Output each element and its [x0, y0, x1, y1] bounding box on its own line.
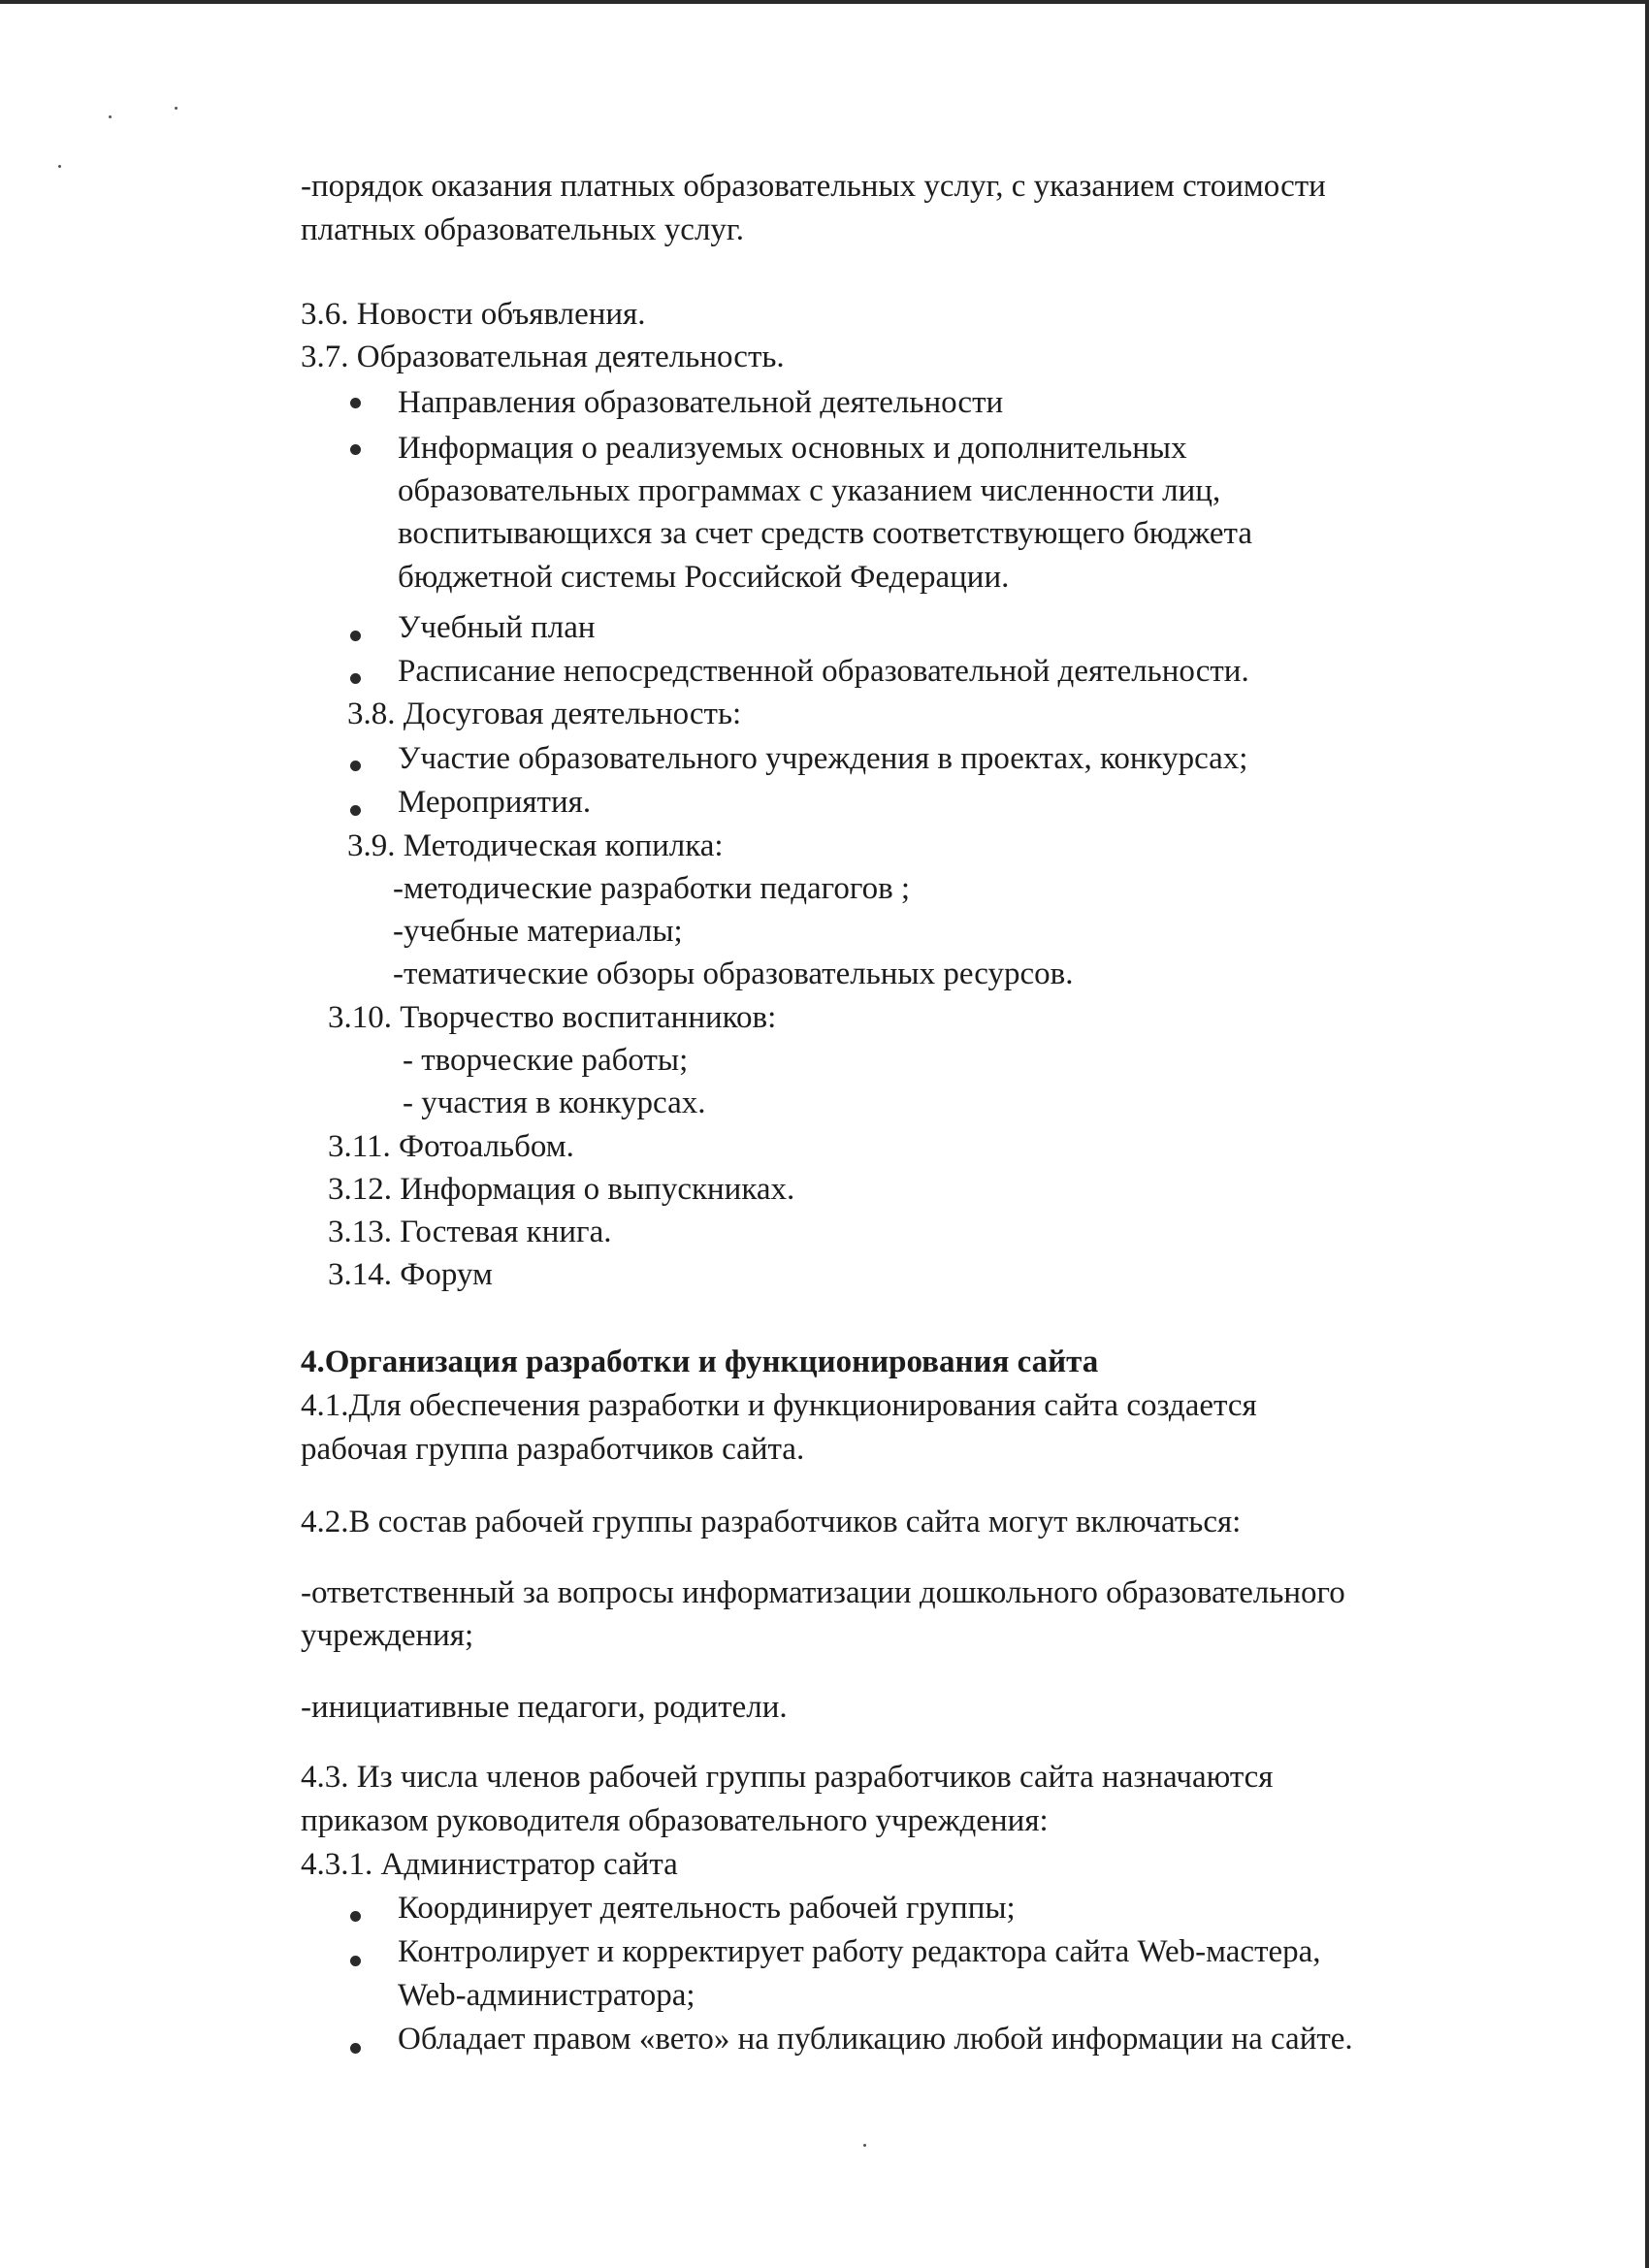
section-heading: 3.7. Образовательная деятельность. — [301, 340, 785, 374]
list-item: Обладает правом «вето» на публикацию любой информации на сайте. — [398, 2022, 1353, 2057]
scan-speck — [109, 115, 112, 118]
sub-item: -методические разработки педагогов ; — [393, 871, 911, 906]
list-item: Координирует деятельность рабочей группы; — [398, 1891, 1016, 1926]
chapter-title: 4.Организация разработки и функционирования сайта — [301, 1345, 1099, 1379]
list-item-continuation: воспитывающихся за счет средств соответствующего бюджета — [398, 516, 1252, 551]
section-heading: 3.13. Гостевая книга. — [328, 1215, 612, 1249]
sub-item: - творческие работы; — [403, 1043, 689, 1078]
list-item: Учебный план — [398, 610, 596, 645]
section-heading: 3.6. Новости объявления. — [301, 297, 646, 332]
sub-item: - участия в конкурсах. — [403, 1085, 706, 1120]
section-heading: 3.12. Информация о выпускниках. — [328, 1172, 795, 1207]
text-line: 4.3. Из числа членов рабочей группы разработчиков сайта назначаются — [301, 1760, 1274, 1795]
text-line: приказом руководителя образовательного учреждения: — [301, 1803, 1049, 1838]
scan-speck — [175, 107, 178, 110]
bullet-icon — [350, 805, 361, 816]
scan-edge-right — [1645, 0, 1649, 2268]
text-line: -инициативные педагоги, родители. — [301, 1690, 788, 1725]
section-heading: 3.11. Фотоальбом. — [328, 1129, 574, 1164]
list-item-continuation: образовательных программах с указанием численности лиц, — [398, 473, 1221, 508]
sub-item: -тематические обзоры образовательных ресурсов. — [393, 956, 1074, 991]
list-item: Контролирует и корректирует работу редактора сайта Web-мастера, — [398, 1934, 1321, 1969]
list-item-continuation: бюджетной системы Российской Федерации. — [398, 560, 1010, 595]
list-item: Направления образовательной деятельности — [398, 385, 1004, 420]
bullet-icon — [350, 1956, 361, 1966]
section-heading: 3.14. Форум — [328, 1257, 493, 1292]
list-item: Участие образовательного учреждения в проектах, конкурсах; — [398, 741, 1248, 776]
bullet-icon — [350, 761, 361, 771]
bullet-icon — [350, 1911, 361, 1922]
bullet-icon — [350, 2043, 361, 2054]
scan-edge-top — [0, 0, 1649, 4]
text-line: рабочая группа разработчиков сайта. — [301, 1432, 805, 1467]
bullet-icon — [350, 631, 361, 641]
list-item: Расписание непосредственной образовательной деятельности. — [398, 654, 1249, 689]
sub-item: -учебные материалы; — [393, 914, 683, 949]
text-line: учреждения; — [301, 1618, 474, 1653]
bullet-icon — [350, 444, 361, 455]
list-item-continuation: Web-администратора; — [398, 1978, 695, 2013]
bullet-icon — [350, 673, 361, 684]
scan-speck — [58, 165, 61, 168]
section-heading: 3.10. Творчество воспитанников: — [328, 1000, 777, 1035]
scan-speck — [863, 2144, 866, 2147]
text-line: 4.2.В состав рабочей группы разработчиков сайта могут включаться: — [301, 1505, 1242, 1539]
bullet-icon — [350, 398, 361, 408]
section-heading: 4.3.1. Администратор сайта — [301, 1847, 678, 1882]
text-line: -ответственный за вопросы информатизации дошкольного образовательного — [301, 1575, 1345, 1610]
text-line: 4.1.Для обеспечения разработки и функционирования сайта создается — [301, 1388, 1257, 1423]
list-item: Мероприятия. — [398, 785, 592, 820]
text-line: платных образовательных услуг. — [301, 212, 744, 247]
section-heading: 3.8. Досуговая деятельность: — [347, 697, 742, 731]
text-line: -порядок оказания платных образовательных услуг, с указанием стоимости — [301, 169, 1326, 204]
list-item: Информация о реализуемых основных и дополнительных — [398, 431, 1187, 466]
section-heading: 3.9. Методическая копилка: — [347, 828, 724, 863]
